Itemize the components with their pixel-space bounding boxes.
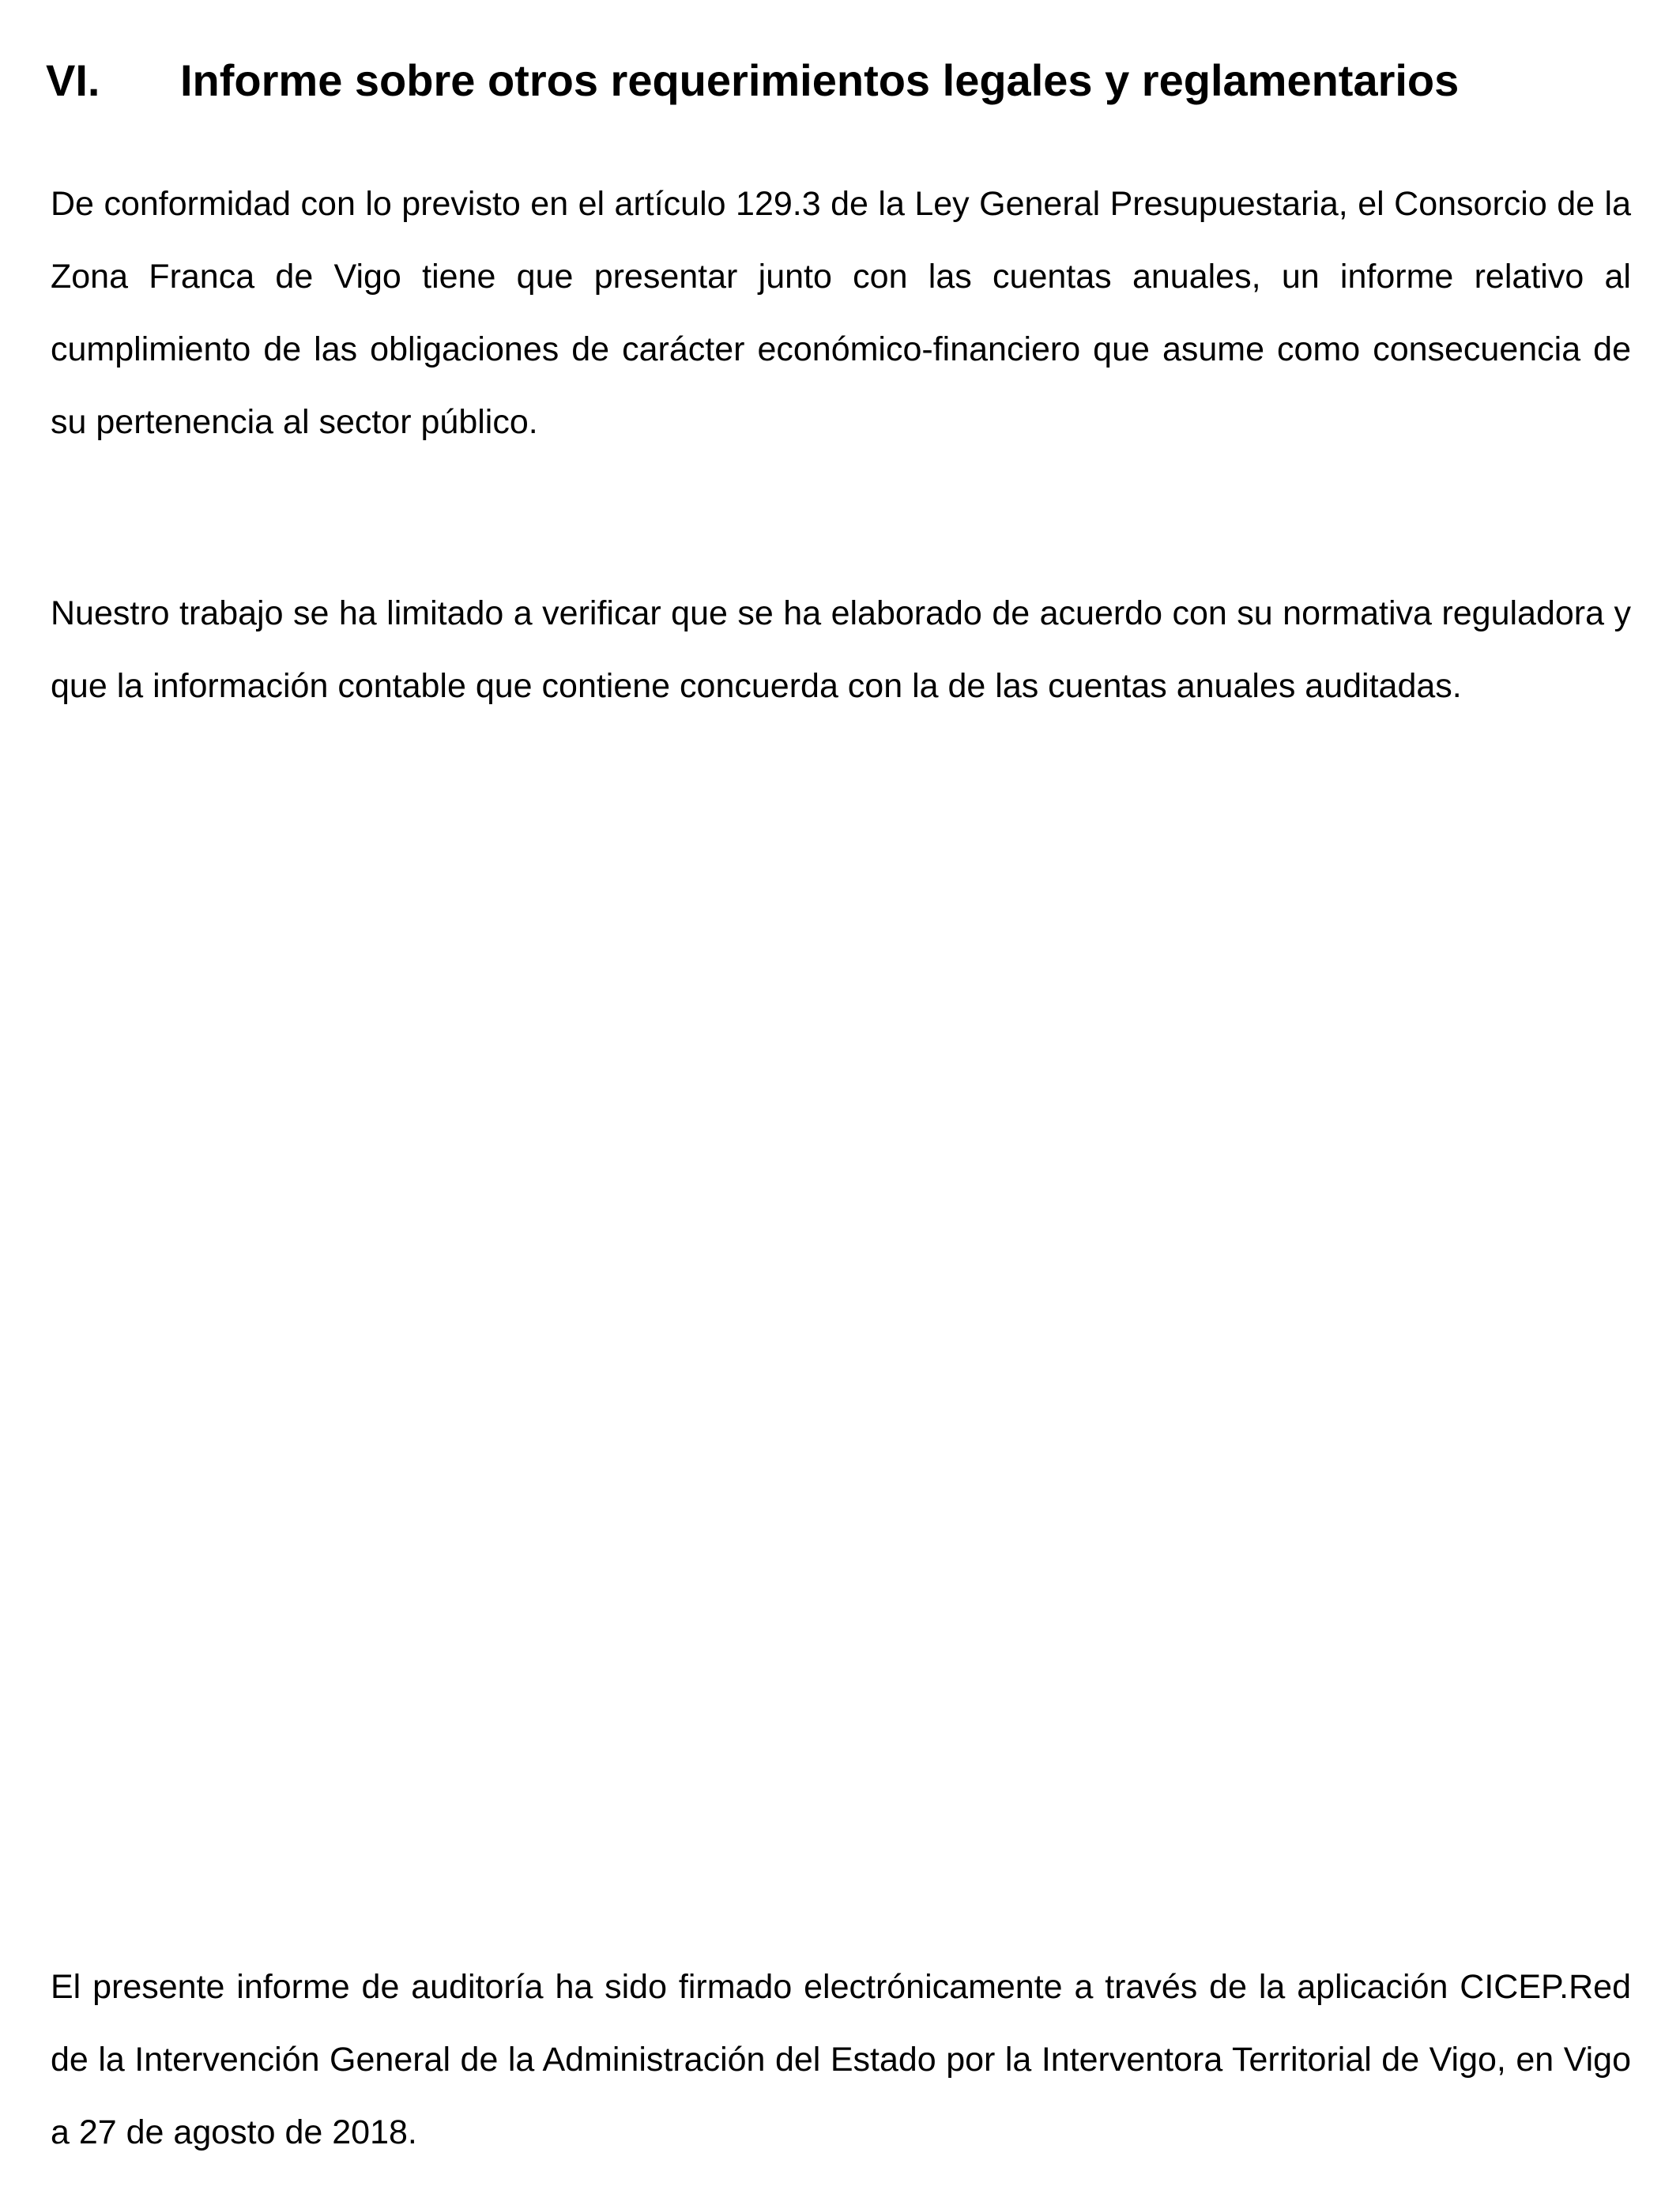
- section-heading: [46, 49, 1634, 112]
- section-number: VI.: [46, 55, 100, 105]
- paragraph-legal-requirement: De conformidad con lo previsto en el artículo 129.3 de la Ley General Presupuestaria, el Consorcio de la Zona Franca de Vigo tiene que presentar junto con las cuentas anuales, un informe relativo al cumplimiento de las obligaciones de carácter económico-financiero que asume como consecuencia de su pertenencia al sector público.: [51, 185, 1631, 441]
- paragraph-signature-statement: El presente informe de auditoría ha sido firmado electrónicamente a través de la aplicación CICEP.Red de la Intervención General de la Administración del Estado por la Interventora Territorial de Vigo, en Vigo a 27 de agosto de 2018.: [51, 1968, 1631, 2151]
- section-title: Informe sobre otros requerimientos legales y reglamentarios: [180, 55, 1460, 105]
- paragraph-scope-of-work: Nuestro trabajo se ha limitado a verificar que se ha elaborado de acuerdo con su normativa reguladora y que la información contable que contiene concuerda con la de las cuentas anuales auditadas.: [51, 594, 1631, 705]
